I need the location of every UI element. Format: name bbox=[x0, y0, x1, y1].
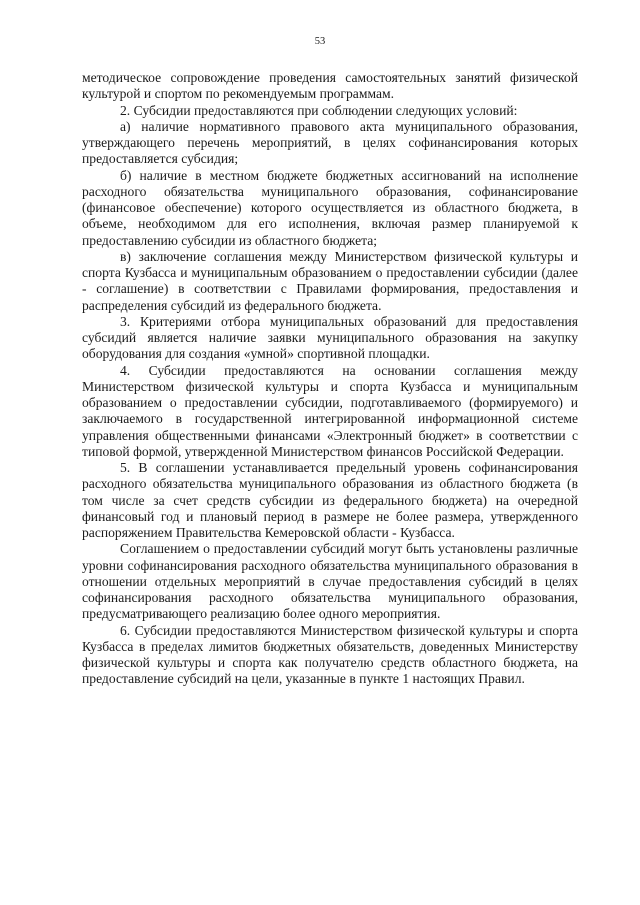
paragraph-item-5: 5. В соглашении устанавливается предельный уровень софинансирования расходного обязательства муниципального образования из областного бюджета (в том числе за счет средств субсидии из федерального бюджета) на очередной финансовый год и плановый период в размере не более размера, утвержденного распоряжением Правительства Кемеровской области - Кузбасса. bbox=[82, 460, 578, 540]
paragraph-item-4: 4. Субсидии предоставляются на основании соглашения между Министерством физической культуры и спорта Кузбасса и муниципальным образованием о предоставлении субсидии, подготавливаемого (формируемого) и заключаемого в государственной интегрированной информационной системе управления общественными финансами «Электронный бюджет» в соответствии с типовой формой, утвержденной Министерством финансов Российской Федерации. bbox=[82, 362, 578, 459]
document-body bbox=[82, 70, 578, 688]
paragraph-item-2a: а) наличие нормативного правового акта муниципального образования, утверждающего перечень мероприятий, в целях софинансирования которых предоставляется субсидия; bbox=[82, 118, 578, 167]
paragraph-item-6: 6. Субсидии предоставляются Министерством физической культуры и спорта Кузбасса в пределах лимитов бюджетных обязательств, доведенных Министерству физической культуры и спорта как получателю средств областного бюджета, на предоставление субсидий на цели, указанные в пункте 1 настоящих Правил. bbox=[82, 622, 578, 687]
paragraph-item-3: 3. Критериями отбора муниципальных образований для предоставления субсидий является наличие заявки муниципального образования на закупку оборудования для создания «умной» спортивной площадки. bbox=[82, 313, 578, 362]
paragraph-item-2b: б) наличие в местном бюджете бюджетных ассигнований на исполнение расходного обязательства муниципального образования, софинансирование (финансовое обеспечение) которого осуществляется из областного бюджета, в объеме, необходимом для его исполнения, включая размер планируемой к предоставлению субсидии из областного бюджета; bbox=[82, 167, 578, 248]
paragraph-item-5-continued: Соглашением о предоставлении субсидий могут быть установлены различные уровни софинансирования расходного обязательства муниципального образования в отношении отдельных мероприятий в случае предоставления субсидий в целях софинансирования расходного обязательства муниципального образования, предусматривающего реализацию более одного мероприятия. bbox=[82, 541, 578, 622]
paragraph-item-2c: в) заключение соглашения между Министерством физической культуры и спорта Кузбасса и муниципальным образованием о предоставлении субсидии (далее - соглашение) в соответствии с Правилами формирования, предоставления и распределения субсидий из федерального бюджета. bbox=[82, 248, 578, 313]
page-number: 53 bbox=[314, 36, 326, 47]
paragraph-continuation: методическое сопровождение проведения самостоятельных занятий физической культурой и спортом по рекомендуемым программам. bbox=[82, 70, 578, 102]
paragraph-item-2: 2. Субсидии предоставляются при соблюдении следующих условий: bbox=[120, 102, 518, 118]
